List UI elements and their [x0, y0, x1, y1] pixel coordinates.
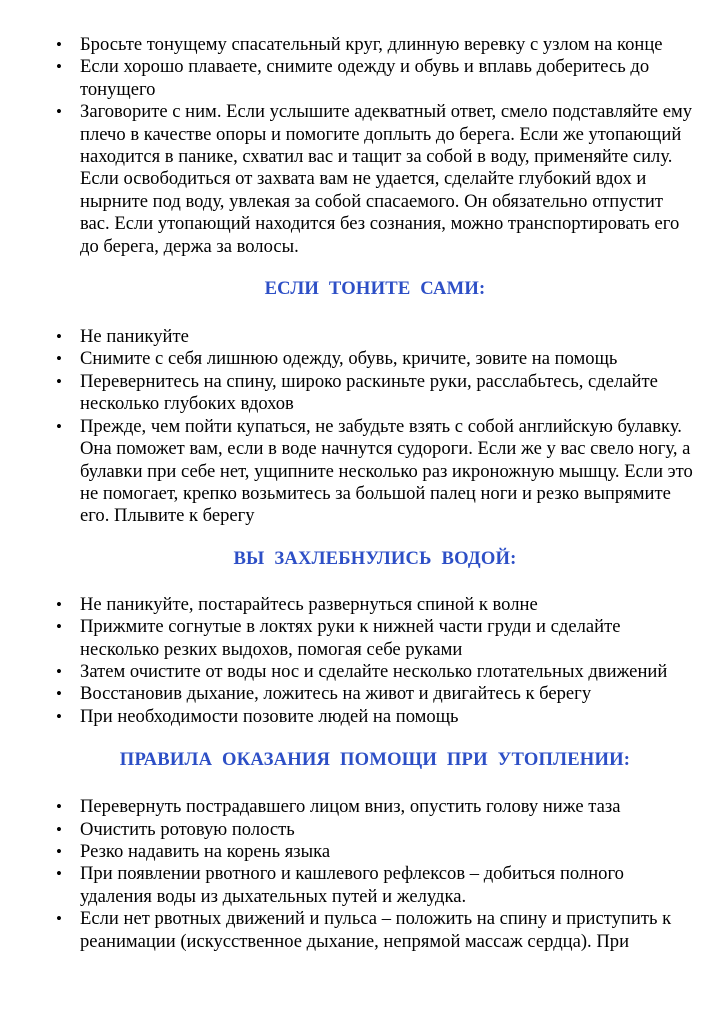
bullet-icon: •: [56, 35, 62, 54]
list-item-text: Не паникуйте, постарайтесь развернуться спиной к волне: [80, 593, 538, 615]
bullet-icon: •: [56, 909, 62, 929]
list-item: [56, 841, 694, 863]
list-item-text: При появлении рвотного и кашлевого рефлексов – добиться полного удаления воды из дыхательных путей и желудка.: [80, 863, 624, 907]
list-item-text: Прежде, чем пойти купаться, не забудьте взять с собой английскую булавку. Она поможет вам, если в воде начнутся судороги. Если же у вас свело ногу, а булавки при себе нет, ущипните несколько раз икроножную мышцу. Если это не помогает, крепко возьмитесь за большой палец ноги и резко выпрямите его. Плывите к берегу: [80, 415, 693, 527]
bullet-icon: •: [56, 684, 62, 704]
bullet-icon: •: [56, 416, 62, 436]
section-heading-choked-water: ВЫ ЗАХЛЕБНУЛИСЬ ВОДОЙ:: [233, 547, 517, 569]
bullet-icon: •: [56, 594, 62, 614]
section-heading-drowning-yourself: ЕСЛИ ТОНИТЕ САМИ:: [264, 278, 486, 300]
section-heading-first-aid-rules: ПРАВИЛА ОКАЗАНИЯ ПОМОЩИ ПРИ УТОПЛЕНИИ:: [119, 749, 631, 771]
bullet-icon: •: [56, 327, 62, 347]
bullet-icon: •: [56, 57, 62, 77]
list-item: [56, 594, 694, 616]
list-item: [56, 416, 694, 528]
bullet-icon: •: [56, 841, 62, 861]
list-item-text: Перевернуть пострадавшего лицом вниз, опустить голову ниже таза: [80, 796, 621, 818]
bullet-icon: •: [56, 797, 62, 817]
list-item-text: Если нет рвотных движений и пульса – положить на спину и приступить к реанимации (искусственное дыхание, непрямой массаж сердца). При: [80, 908, 672, 952]
bullet-icon: •: [56, 706, 62, 726]
list-item-text: Бросьте тонущему спасательный круг, длинную веревку с узлом на конце: [80, 34, 663, 55]
bullet-icon: •: [56, 661, 62, 681]
list-item-text: При необходимости позовите людей на помощь: [80, 705, 459, 727]
first-aid-list: [56, 796, 694, 953]
bullet-icon: •: [56, 617, 62, 637]
list-item: [56, 616, 694, 661]
list-item-text: Прижмите согнутые в локтях руки к нижней части груди и сделайте несколько резких выдохов, помогая себе руками: [80, 616, 621, 660]
list-item: [56, 34, 694, 56]
bullet-icon: •: [56, 864, 62, 884]
list-item-text: Перевернитесь на спину, широко раскиньте руки, расслабьтесь, сделайте несколько глубоких вдохов: [80, 370, 658, 415]
list-item: [56, 683, 694, 705]
list-item: [56, 101, 694, 258]
rescue-steps-list: [56, 34, 694, 258]
list-item: [56, 56, 694, 101]
list-item-text: Если хорошо плаваете, снимите одежду и обувь и вплавь доберитесь до тонущего: [80, 56, 650, 100]
list-item: [56, 908, 694, 953]
list-item: [56, 819, 694, 841]
self-rescue-list: [56, 326, 694, 528]
bullet-icon: •: [56, 102, 62, 122]
list-item: [56, 706, 694, 728]
list-item: [56, 326, 694, 348]
list-item: [56, 661, 694, 683]
list-item: [56, 863, 694, 908]
list-item-text: Затем очистите от воды нос и сделайте несколько глотательных движений: [80, 660, 668, 682]
list-item: [56, 796, 694, 818]
bullet-icon: •: [56, 819, 62, 839]
bullet-icon: •: [56, 349, 62, 369]
list-item-text: Резко надавить на корень языка: [80, 840, 331, 862]
choked-water-list: [56, 594, 694, 728]
list-item-text: Заговорите с ним. Если услышите адекватный ответ, смело подставляйте ему плечо в качестве опоры и помогите доплыть до берега. Если же утопающий находится в панике, схватил вас и тащит за собой в воду, применяйте силу. Если освободиться от захвата вам не удается, сделайте глубокий вдох и нырните под воду, увлекая за собой спасаемого. Он обязательно отпустит вас. Если утопающий находится без сознания, можно транспортировать его до берега, держа за волосы.: [80, 101, 693, 257]
list-item-text: Не паникуйте: [80, 326, 189, 348]
list-item-text: Очистить ротовую полость: [80, 818, 295, 840]
list-item: [56, 371, 694, 416]
bullet-icon: •: [56, 371, 62, 391]
list-item: [56, 348, 694, 370]
list-item-text: Восстановив дыхание, ложитесь на живот и двигайтесь к берегу: [80, 683, 592, 705]
list-item-text: Снимите с себя лишнюю одежду, обувь, кричите, зовите на помощь: [80, 348, 618, 370]
